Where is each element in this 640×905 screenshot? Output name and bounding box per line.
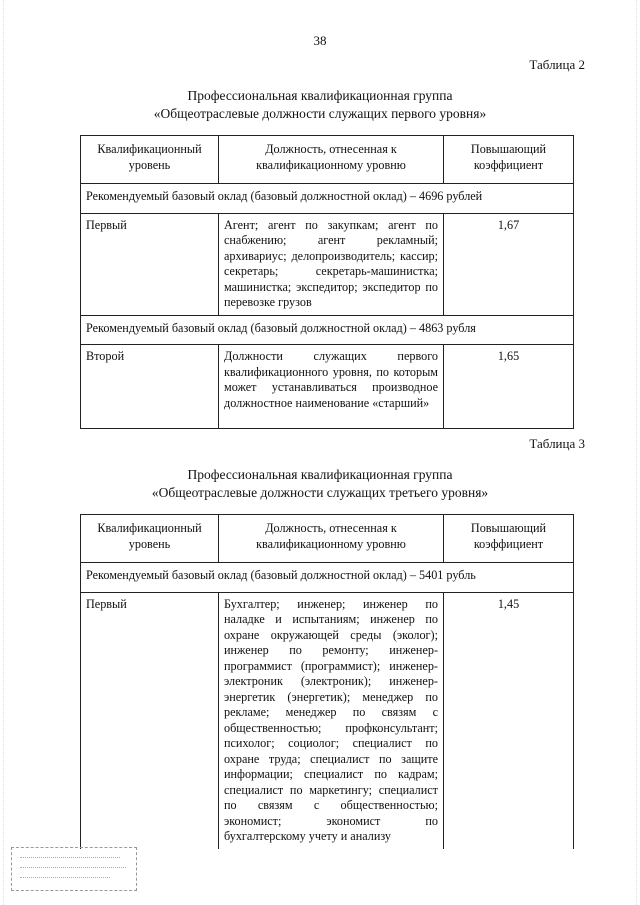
table2-title-line2: «Общеотраслевые должности служащих первого уровня»: [153, 106, 487, 121]
table2-level-cell: Первый: [81, 213, 219, 315]
table2-level-cell: Второй: [81, 345, 219, 429]
table2-header-level: Квалификационный уровень: [81, 136, 219, 184]
table-row: [81, 345, 574, 429]
table2: [80, 135, 574, 429]
table3-positions-cell: Бухгалтер; инженер; инженер по наладке и испытаниям; инженер по охране окружающей среды (эколог); инженер по ремонту; инженер-программист (программист); инженер-электроник (электроник); инженер-энергетик (энергетик); менеджер по рекламе; менеджер по связям с общественностью; профконсультант; психолог; социолог; специалист по охране труда; специалист по защите информации; специалист по кадрам; специалист по маркетингу; специалист по связям с общественностью; экономист; экономист по бухгалтерскому учету и анализу: [219, 592, 444, 849]
table-row: [81, 592, 574, 849]
table3-header-coefficient: Повышающий коэффициент: [444, 515, 574, 563]
table-row: [81, 315, 574, 345]
table3-header-position: Должность, отнесенная к квалификационному уровню: [219, 515, 444, 563]
table3-caption: Таблица 3: [529, 436, 585, 451]
stamp-mark: [11, 847, 137, 891]
table3-salary-row-1: Рекомендуемый базовый оклад (базовый должностной оклад) – 5401 рубль: [81, 563, 574, 593]
table-row: [81, 184, 574, 214]
table2-header-coefficient: Повышающий коэффициент: [444, 136, 574, 184]
table-row: [81, 563, 574, 593]
table3-level-cell: Первый: [81, 592, 219, 849]
table2-salary-row-2: Рекомендуемый базовый оклад (базовый должностной оклад) – 4863 рубля: [81, 315, 574, 345]
table3-coefficient-cell: 1,45: [444, 592, 574, 849]
table3-title-line2: «Общеотраслевые должности служащих третьего уровня»: [151, 485, 489, 500]
table2-coefficient-cell: 1,67: [444, 213, 574, 315]
table2-caption: Таблица 2: [529, 57, 585, 72]
table3-header-level: Квалификационный уровень: [81, 515, 219, 563]
table2-positions-cell: Должности служащих первого квалификационного уровня, по которым может устанавливаться производное должностное наименование «старший»: [219, 345, 444, 429]
table3: [80, 514, 574, 849]
table2-header-position: Должность, отнесенная к квалификационному уровню: [219, 136, 444, 184]
right-margin-dots: [636, 0, 638, 905]
table2-coefficient-cell: 1,65: [444, 345, 574, 429]
table3-title-line1: Профессиональная квалификационная группа: [187, 467, 453, 482]
table2-positions-cell: Агент; агент по закупкам; агент по снабжению; агент рекламный; архивариус; делопроизводитель; кассир; секретарь; секретарь-машинистка; машинистка; экспедитор; экспедитор по перевозке грузов: [219, 213, 444, 315]
table2-title-line1: Профессиональная квалификационная группа: [187, 88, 453, 103]
table3-header-row: [81, 515, 574, 563]
table-row: [81, 213, 574, 315]
table2-salary-row-1: Рекомендуемый базовый оклад (базовый должностной оклад) – 4696 рублей: [81, 184, 574, 214]
page-number: 38: [313, 33, 327, 48]
table2-header-row: [81, 136, 574, 184]
left-margin-dots: [3, 0, 5, 905]
